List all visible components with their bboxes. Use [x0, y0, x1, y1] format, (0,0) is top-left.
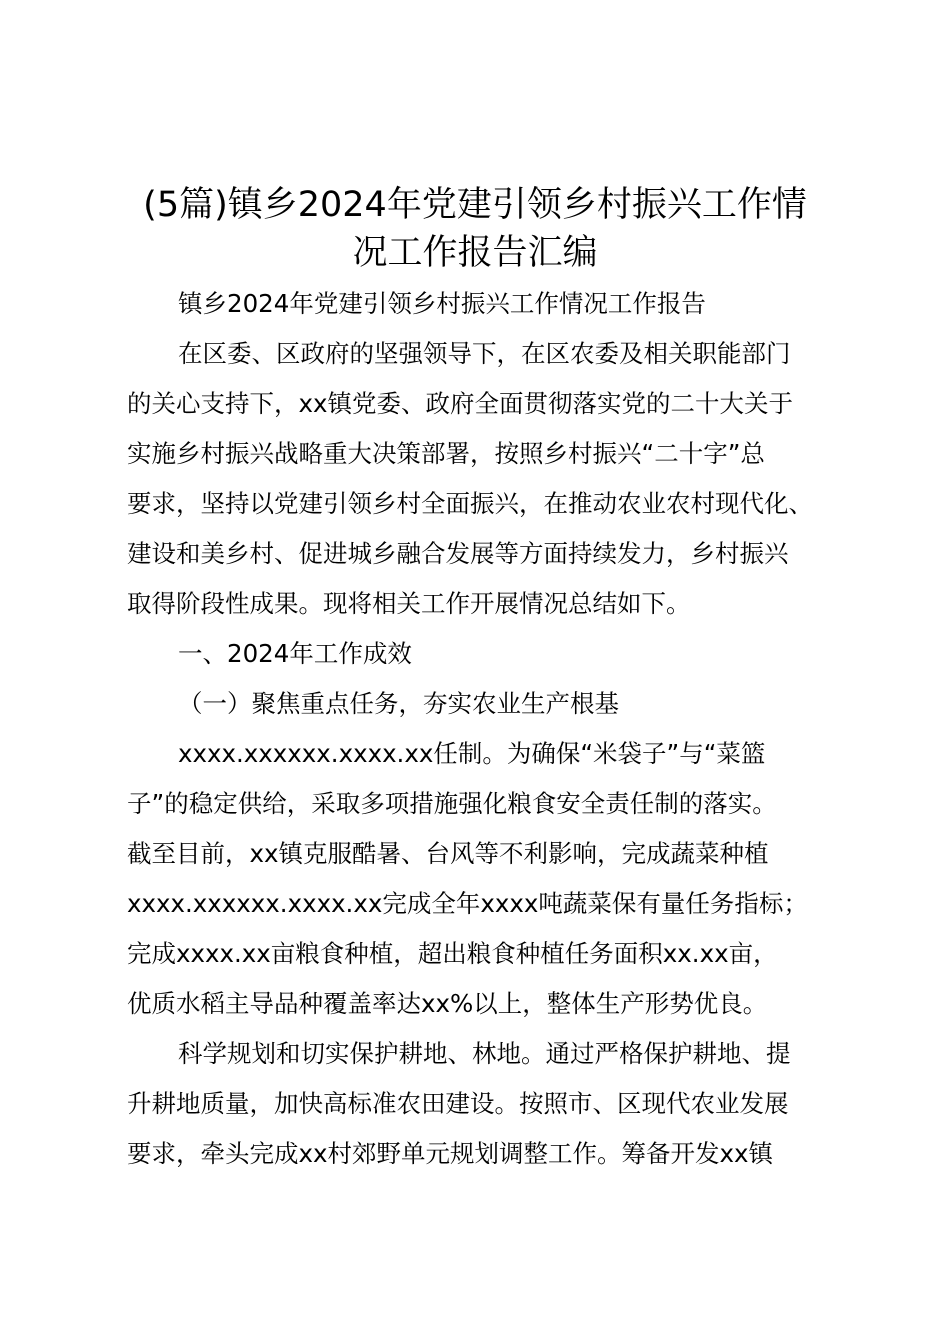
body-line: 实施乡村振兴战略重大决策部署，按照乡村振兴“二十字”总	[127, 439, 765, 468]
body-line: 取得阶段性成果。现将相关工作开展情况总结如下。	[127, 589, 691, 618]
section-heading: 一、2024年工作成效	[178, 639, 412, 668]
document-title-line-2: 况工作报告汇编	[352, 233, 598, 273]
body-line: 在区委、区政府的坚强领导下，在区农委及相关职能部门	[178, 339, 791, 368]
body-line: 要求，牵头完成xx村郊野单元规划调整工作。筹备开发xx镇	[127, 1139, 773, 1168]
body-line: 建设和美乡村、促进城乡融合发展等方面持续发力，乡村振兴	[127, 539, 789, 568]
body-line: 科学规划和切实保护耕地、林地。通过严格保护耕地、提	[178, 1039, 791, 1068]
body-line: 的关心支持下，xx镇党委、政府全面贯彻落实党的二十大关于	[127, 389, 793, 418]
body-line: xxxx.xxxxxx.xxxx.xx完成全年xxxx吨蔬菜保有量任务指标；	[127, 889, 808, 918]
body-line: 完成xxxx.xx亩粮食种植，超出粮食种植任务面积xx.xx亩，	[127, 939, 778, 968]
document-title-line-1: (5篇)镇乡2024年党建引领乡村振兴工作情	[143, 185, 807, 225]
report-subtitle: 镇乡2024年党建引领乡村振兴工作情况工作报告	[178, 289, 706, 318]
body-line: xxxx.xxxxxx.xxxx.xx任制。为确保“米袋子”与“菜篮	[178, 739, 766, 768]
body-line: 优质水稻主导品种覆盖率达xx%以上，整体生产形势优良。	[127, 989, 768, 1018]
body-line: 子”的稳定供给，采取多项措施强化粮食安全责任制的落实。	[127, 789, 777, 818]
body-line: 截至目前，xx镇克服酷暑、台风等不利影响，完成蔬菜种植	[127, 839, 769, 868]
body-line: 要求，坚持以党建引领乡村全面振兴，在推动农业农村现代化、	[127, 489, 813, 518]
subsection-heading: （一）聚焦重点任务，夯实农业生产根基	[178, 689, 619, 718]
body-line: 升耕地质量，加快高标准农田建设。按照市、区现代农业发展	[127, 1089, 789, 1118]
